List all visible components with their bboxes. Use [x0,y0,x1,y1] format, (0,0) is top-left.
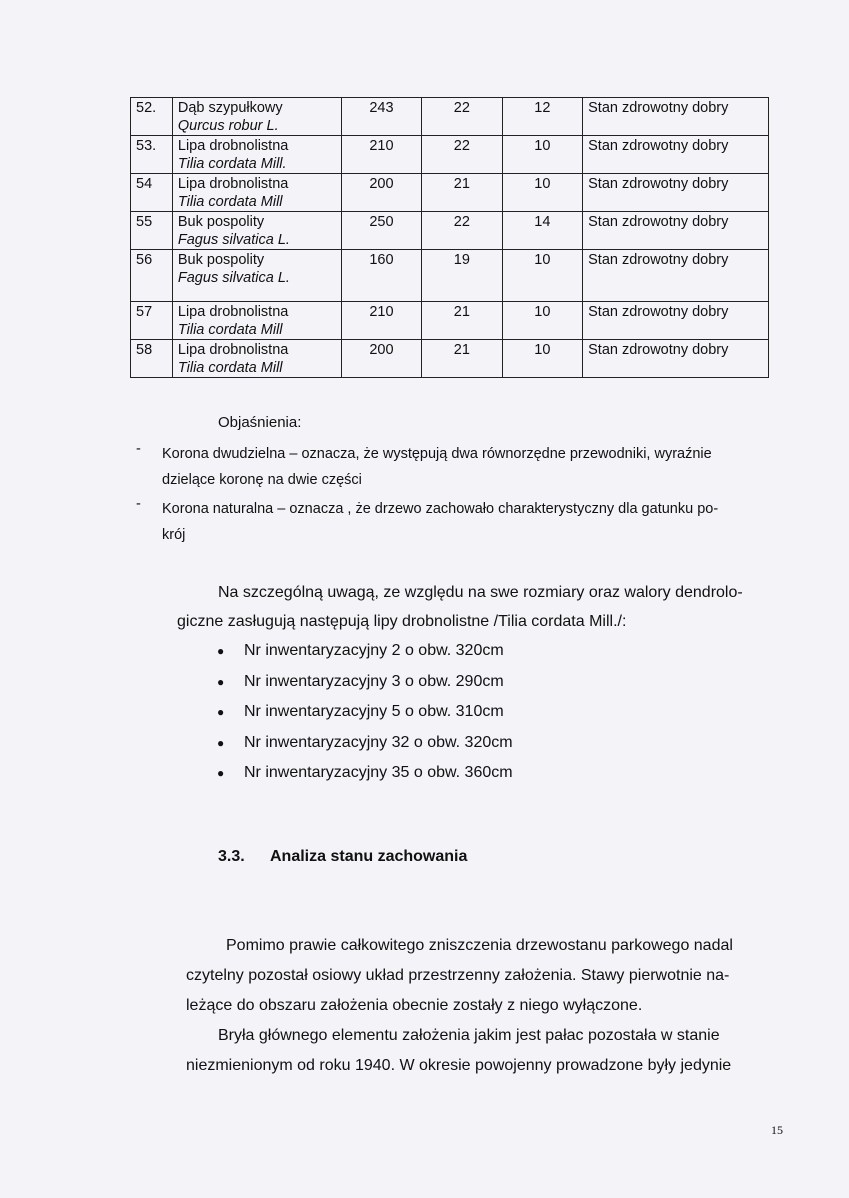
row-number: 53. [131,136,173,174]
list-item: ● Nr inwentaryzacyjny 5 o obw. 310cm [217,703,504,721]
circumference-cell: 243 [341,98,421,136]
table-row [131,136,769,174]
note-split-crown [162,441,772,493]
list-item: ● Nr inwentaryzacyjny 32 o obw. 320cm [217,733,513,751]
table-row [131,98,769,136]
list-item: ● Nr inwentaryzacyjny 3 o obw. 290cm [217,672,504,690]
section-title: Analiza stanu zachowania [270,848,468,865]
list-item: ● Nr inwentaryzacyjny 35 o obw. 360cm [217,764,513,782]
species-latin: Fagus silvatica L. [177,270,290,286]
list-item: ● Nr inwentaryzacyjny 2 o obw. 320cm [217,642,504,660]
height-cell: 22 [422,212,503,250]
bullet-icon: ● [217,766,225,781]
table-row [131,340,769,378]
species-name: Dąb szypułkowy [177,100,283,116]
notable-trees-list [217,636,513,789]
circumference-cell: 160 [341,250,421,302]
height-cell: 21 [422,302,503,340]
row-number: 52. [131,98,173,136]
intro-paragraph-cont [177,607,782,637]
table-row [131,174,769,212]
crown-cell: 12 [502,98,583,136]
note-line: dzielące koronę na dwie części [162,472,362,488]
note-line: Korona dwudzielna – oznacza, że występują dwa równorzędne przewodniki, wyraźnie [162,446,712,462]
bullet-icon: ● [217,705,225,720]
height-cell: 21 [422,340,503,378]
row-number: 57 [131,302,173,340]
species-name: Lipa drobnolistna [177,176,289,192]
species-cell [172,174,341,212]
intro-paragraph [218,578,782,608]
crown-cell: 10 [502,302,583,340]
species-name: Lipa drobnolistna [177,138,289,154]
species-cell [172,340,341,378]
height-cell: 22 [422,136,503,174]
note-dash: - [136,496,141,512]
tree-inventory-table [130,97,769,378]
table-row [131,250,769,302]
section-heading [218,848,467,866]
species-cell [172,98,341,136]
circumference-cell: 210 [341,136,421,174]
note-line: Korona naturalna – oznacza , że drzewo zachowało charakterystyczny dla gatunku po- [162,501,719,517]
species-name: Buk pospolity [177,214,265,230]
species-latin: Qurcus robur L. [177,118,279,134]
condition-cell: Stan zdrowotny dobry [583,302,769,340]
species-cell [172,250,341,302]
row-number: 56 [131,250,173,302]
body-line: Bryła głównego elementu założenia jakim jest pałac pozostała w stanie [218,1027,720,1044]
species-name: Lipa drobnolistna [177,304,289,320]
height-cell: 21 [422,174,503,212]
species-latin: Tilia cordata Mill [177,360,283,376]
table-row [131,302,769,340]
page-number: 15 [771,1123,783,1137]
crown-cell: 10 [502,250,583,302]
row-number: 54 [131,174,173,212]
species-latin: Tilia cordata Mill [177,322,283,338]
note-dash: - [136,441,141,457]
species-cell [172,136,341,174]
species-latin: Fagus silvatica L. [177,232,290,248]
notes-title: Objaśnienia: [218,414,302,431]
body-line: Pomimo prawie całkowitego zniszczenia drzewostanu parkowego nadal [226,937,733,954]
body-line: leżące do obszaru założenia obecnie zostały z niego wyłączone. [186,997,643,1014]
height-cell: 19 [422,250,503,302]
note-line: krój [162,527,186,543]
crown-cell: 10 [502,340,583,378]
row-number: 55 [131,212,173,250]
condition-cell: Stan zdrowotny dobry [583,98,769,136]
condition-cell: Stan zdrowotny dobry [583,174,769,212]
table-row [131,212,769,250]
bullet-icon: ● [217,644,225,659]
species-latin: Tilia cordata Mill. [177,156,287,172]
circumference-cell: 200 [341,340,421,378]
circumference-cell: 210 [341,302,421,340]
crown-cell: 14 [502,212,583,250]
condition-cell: Stan zdrowotny dobry [583,340,769,378]
species-latin: Tilia cordata Mill [177,194,283,210]
species-cell [172,212,341,250]
bullet-icon: ● [217,674,225,689]
height-cell: 22 [422,98,503,136]
body-line: czytelny pozostał osiowy układ przestrzenny założenia. Stawy pierwotnie na- [186,967,730,984]
bullet-icon: ● [217,735,225,750]
species-name: Lipa drobnolistna [177,342,289,358]
crown-cell: 10 [502,136,583,174]
condition-cell: Stan zdrowotny dobry [583,136,769,174]
body-line: niezmienionym od roku 1940. W okresie powojenny prowadzone były jedynie [186,1057,732,1074]
intro-line: giczne zasługują następują lipy drobnolistne /Tilia cordata Mill./: [177,613,627,630]
condition-cell: Stan zdrowotny dobry [583,250,769,302]
circumference-cell: 200 [341,174,421,212]
species-name: Buk pospolity [177,252,265,268]
section-number: 3.3. [218,848,245,865]
species-cell [172,302,341,340]
crown-cell: 10 [502,174,583,212]
circumference-cell: 250 [341,212,421,250]
row-number: 58 [131,340,173,378]
intro-line: Na szczególną uwagą, ze względu na swe rozmiary oraz walory dendrolo- [218,584,743,601]
note-natural-crown [162,496,772,548]
condition-cell: Stan zdrowotny dobry [583,212,769,250]
